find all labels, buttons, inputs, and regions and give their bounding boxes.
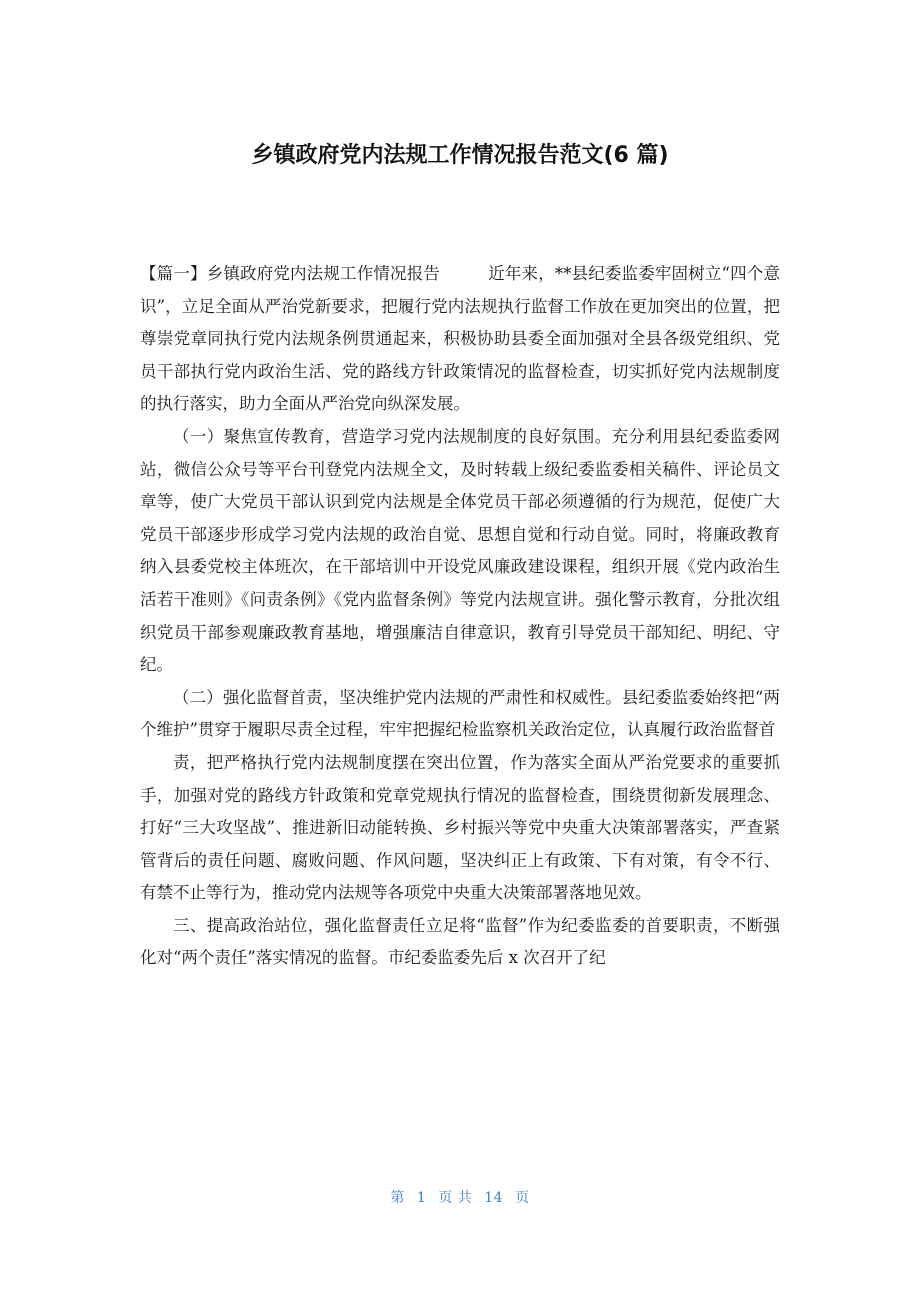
footer-total-pages: 14 [484,1190,504,1206]
paragraph-1-text: 近年来，**县纪委监委牢固树立“四个意识”，立足全面从严治党新要求，把履行党内法规执行监督工作放在更加突出的位置，把尊崇党章同执行党内法规条例贯通起来，积极协助县委全面加强对全县各级党组织、党员干部执行党内政治生活、党的路线方针政策情况的监督检查，切实抓好党内法规制度的执行落实，助力全面从严治党向纵深发展。 [140,264,780,414]
document-title: 乡镇政府党内法规工作情况报告范文(6 篇) [251,143,669,168]
footer-label-end: 页 [515,1190,530,1206]
document-body [140,258,780,975]
page-footer [0,1186,920,1210]
footer-label-page: 第 [390,1190,405,1206]
paragraph-2: （一）聚焦宣传教育，营造学习党内法规制度的良好氛围。充分利用县纪委监委网站，微信公众号等平台刊登党内法规全文，及时转载上级纪委监委相关稿件、评论员文章等，使广大党员干部认识到党内法规是全体党员干部必须遵循的行为规范，促使广大党员干部逐步形成学习党内法规的政治自觉、思想自觉和行动自觉。同时，将廉政教育纳入县委党校主体班次，在干部培训中开设党风廉政建设课程，组织开展《党内政治生活若干准则》《问责条例》《党内监督条例》等党内法规宣讲。强化警示教育，分批次组织党员干部参观廉政教育基地，增强廉洁自律意识，教育引导党员干部知纪、明纪、守纪。 [140,426,780,675]
paragraph-5: 三、提高政治站位，强化监督责任立足将“监督”作为纪委监委的首要职责，不断强化对“两个责任”落实情况的监督。市纪委监委先后 x 次召开了纪 [140,915,780,968]
paragraph-4: 责，把严格执行党内法规制度摆在突出位置，作为落实全面从严治党要求的重要抓手，加强对党的路线方针政策和党章党规执行情况的监督检查，围绕贯彻新发展理念、打好“三大攻坚战”、推进新旧动能转换、乡村振兴等党中央重大决策部署落实，严查紧管背后的责任问题、腐败问题、作风问题，坚决纠正上有政策、下有对策，有令不行、有禁不止等行为，推动党内法规等各项党中央重大决策部署落地见效。 [140,752,780,903]
paragraph-1 [140,258,780,421]
footer-current-page: 1 [416,1190,427,1206]
paragraph-3: （二）强化监督首责，坚决维护党内法规的严肃性和权威性。县纪委监委始终把“两个维护”贯穿于履职尽责全过程，牢牢把握纪检监察机关政治定位，认真履行政治监督首 [140,687,780,740]
footer-label-of: 页 共 [438,1190,473,1206]
paragraph-1-lead: 【篇一】乡镇政府党内法规工作情况报告 [140,264,441,283]
